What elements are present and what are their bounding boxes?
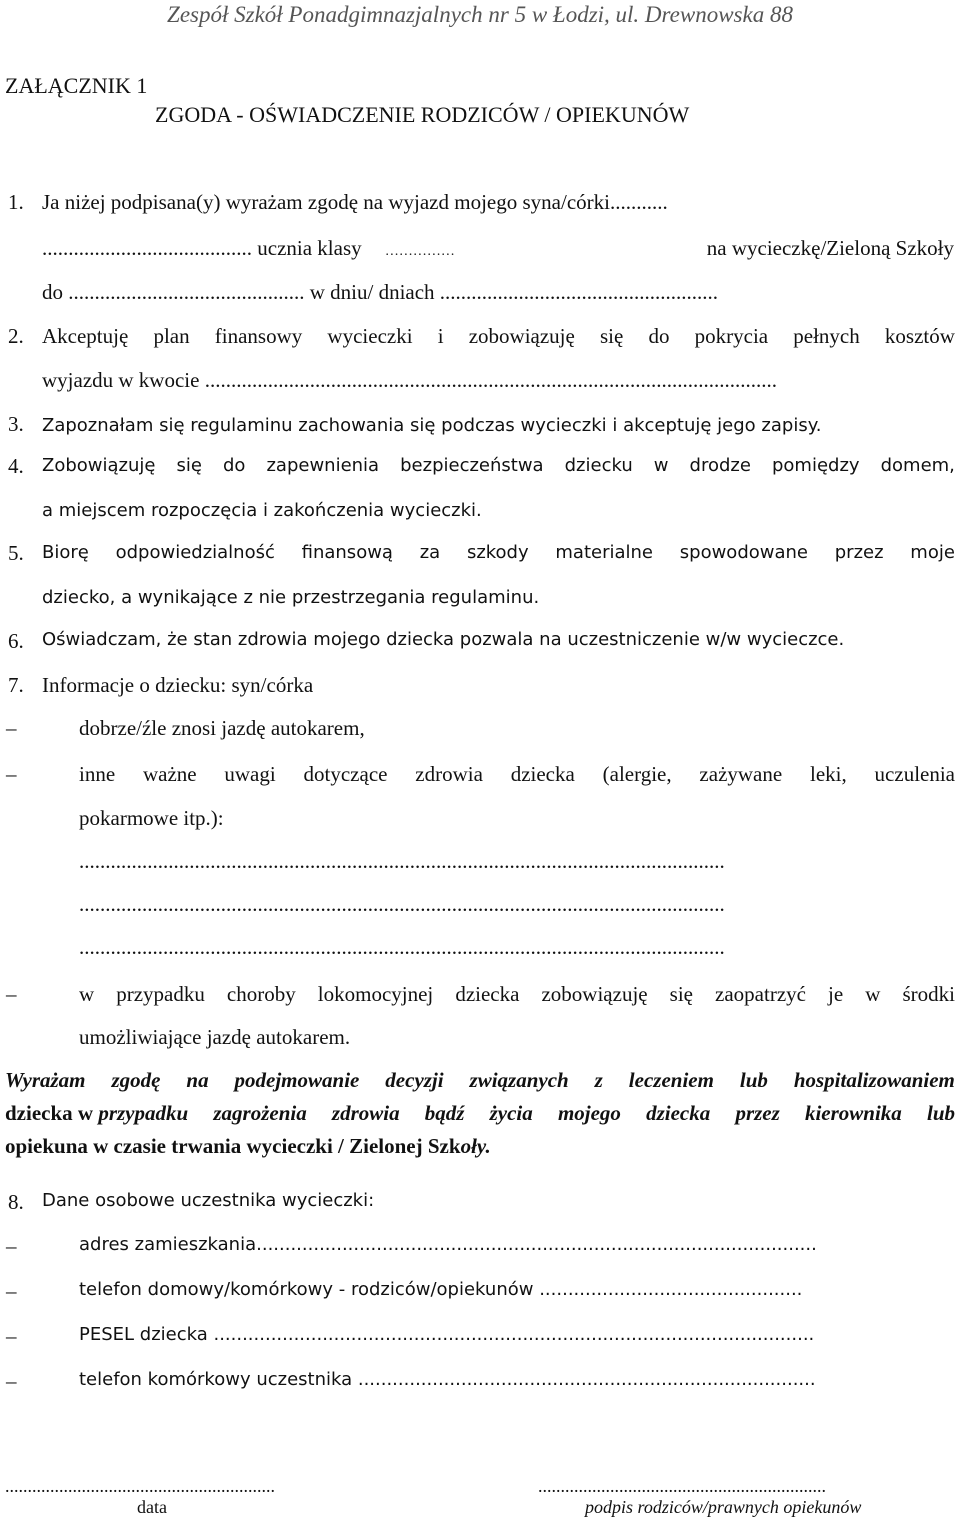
word: zdrowia — [415, 762, 483, 786]
word: zgodę — [111, 1068, 161, 1092]
dash-bullet: – — [6, 716, 17, 740]
item-1-line-1: Ja niżej podpisana(y) wyrażam zgodę na wyjazd mojego syna/córki........... — [42, 190, 668, 214]
word: lokomocyjnej — [317, 982, 434, 1006]
word: pełnych — [793, 324, 860, 348]
item-number-5: 5. — [8, 541, 24, 565]
word: zaopatrzyć — [715, 982, 806, 1006]
item-7-motion-sickness-line-1 — [79, 982, 955, 1006]
word: moje — [910, 542, 955, 563]
word: życia — [489, 1101, 533, 1125]
word: decyzji — [385, 1068, 444, 1092]
word: Akceptuję — [42, 324, 129, 348]
word: je — [828, 982, 844, 1006]
word: dziecka — [510, 762, 575, 786]
item-7-travel-sickness: dobrze/źle znosi jazdę autokarem, — [79, 716, 365, 740]
dash-bullet: – — [6, 1324, 17, 1348]
notes-dotted-line-1: ........................................................................................................................... — [79, 849, 725, 873]
item-4-line-2: a miejscem rozpoczęcia i zakończenia wycieczki. — [42, 500, 482, 521]
item-1-line-2 — [42, 236, 954, 264]
word: zobowiązuję — [541, 982, 648, 1006]
address-field[interactable]: adres zamieszkania.................................................................................................. — [79, 1234, 817, 1255]
word: przypadku — [98, 1101, 189, 1125]
word: i — [437, 324, 444, 348]
parents-signature-line[interactable]: ................................................................ — [538, 1476, 826, 1496]
word: spowodowane — [679, 542, 808, 563]
notes-dotted-line-2: ........................................................................................................................... — [79, 892, 725, 916]
word: zażywane — [699, 762, 783, 786]
word: się — [176, 455, 202, 476]
word: lub — [739, 1068, 768, 1092]
item-7-motion-sickness-line-2: umożliwiające jazdę autokarem. — [79, 1025, 351, 1049]
item-number-1: 1. — [8, 190, 24, 214]
section-8-title: Dane osobowe uczestnika wycieczki: — [42, 1190, 375, 1211]
word: za — [419, 542, 441, 563]
word: kierownika — [804, 1101, 902, 1125]
word: dziecku — [564, 455, 633, 476]
consent-line-2 — [5, 1101, 955, 1125]
item-number-7: 7. — [8, 673, 24, 697]
word: wycieczki — [327, 324, 413, 348]
parents-phone-field[interactable]: telefon domowy/komórkowy - rodziców/opiekunów .............................................. — [79, 1279, 803, 1300]
word: hospitalizowaniem — [793, 1068, 955, 1092]
word: dziecka — [455, 982, 520, 1006]
item-1-trip-text: na wycieczkę/Zieloną Szkoły — [706, 236, 954, 260]
item-2-line-2: wyjazdu w kwocie ............................................................................................................. — [42, 368, 777, 392]
word: choroby — [226, 982, 296, 1006]
school-header: Zespół Szkół Ponadgimnazjalnych nr 5 w Łodzi, ul. Drewnowska 88 — [167, 2, 793, 27]
parents-signature-label: podpis rodziców/prawnych opiekunów — [585, 1497, 862, 1517]
consent-line-2-rest — [98, 1101, 955, 1125]
consent-line-3-end: oły. — [460, 1134, 491, 1158]
word: zobowiązuję — [468, 324, 575, 348]
word: drodze — [689, 455, 751, 476]
attachment-label: ZAŁĄCZNIK 1 — [5, 73, 148, 98]
word: dziecka — [646, 1101, 711, 1125]
item-5-line-1 — [42, 541, 955, 565]
word: w — [79, 982, 95, 1006]
item-5-line-2: dziecko, a wynikające z nie przestrzegania regulaminu. — [42, 587, 540, 608]
word: mojego — [557, 1101, 621, 1125]
word: z — [594, 1068, 603, 1092]
word: w — [653, 455, 669, 476]
word: domem, — [880, 455, 955, 476]
item-4-line-1 — [42, 454, 955, 478]
dash-bullet: – — [6, 762, 17, 786]
date-signature-line[interactable]: ............................................................ — [5, 1476, 275, 1496]
document-title: ZGODA - OŚWIADCZENIE RODZICÓW / OPIEKUNÓW — [155, 102, 690, 127]
word: pokrycia — [694, 324, 769, 348]
word: dotyczące — [303, 762, 388, 786]
word: odpowiedzialność — [115, 542, 275, 563]
word: Zobowiązuję — [42, 455, 156, 476]
item-number-6: 6. — [8, 629, 24, 653]
word: leczeniem — [628, 1068, 714, 1092]
item-7-notes-line-1 — [79, 762, 955, 786]
word: na — [186, 1068, 209, 1092]
item-number-8: 8. — [8, 1190, 24, 1214]
word: Biorę — [42, 542, 89, 563]
word: ważne — [142, 762, 197, 786]
word: się — [599, 324, 624, 348]
word: zdrowia — [331, 1101, 400, 1125]
word: Wyrażam — [5, 1068, 86, 1092]
word: materialne — [555, 542, 654, 563]
item-number-2: 2. — [8, 324, 24, 348]
word: uczulenia — [874, 762, 955, 786]
consent-line-1 — [5, 1068, 955, 1092]
item-1-class-blank: …………… — [384, 244, 455, 259]
dash-bullet: – — [6, 982, 17, 1006]
word: kosztów — [884, 324, 955, 348]
word: finansową — [301, 542, 393, 563]
item-2-line-1 — [42, 324, 955, 348]
date-label: data — [137, 1497, 167, 1517]
word: bądź — [424, 1101, 465, 1125]
word: w — [865, 982, 881, 1006]
word: przez — [834, 542, 884, 563]
word: do — [648, 324, 670, 348]
item-number-3: 3. — [8, 412, 24, 436]
word: lub — [926, 1101, 955, 1125]
item-3-text — [42, 412, 822, 438]
word: związanych — [469, 1068, 569, 1092]
student-phone-field[interactable]: telefon komórkowy uczestnika ................................................................................ — [79, 1369, 816, 1390]
word: się — [669, 982, 693, 1006]
word: (alergie, — [602, 762, 672, 786]
pesel-field[interactable]: PESEL dziecka ......................................................................................................... — [79, 1324, 815, 1345]
word: do — [222, 455, 246, 476]
consent-line-3 — [5, 1134, 491, 1158]
item-3-label: Zapoznałam się regulaminu zachowania się podczas wycieczki i akceptuję jego zapisy. — [42, 415, 822, 436]
consent-line-3-text: opiekuna w czasie trwania wycieczki / Zielonej Szk — [5, 1134, 461, 1158]
word: uwagi — [224, 762, 276, 786]
item-7-notes-line-2: pokarmowe itp.): — [79, 806, 224, 830]
dash-bullet: – — [6, 1234, 17, 1258]
word: bezpieczeństwa — [400, 455, 544, 476]
dash-bullet: – — [6, 1279, 17, 1303]
word: zapewnienia — [266, 455, 380, 476]
item-1-class-text: ........................................ ucznia klasy — [42, 236, 362, 260]
dash-bullet: – — [6, 1369, 17, 1393]
item-6-text: Oświadczam, że stan zdrowia mojego dziecka pozwala na uczestniczenie w/w wycieczce. — [42, 629, 845, 650]
word: przez — [735, 1101, 780, 1125]
word: podejmowanie — [234, 1068, 360, 1092]
word: przypadku — [116, 982, 205, 1006]
word: szkody — [466, 542, 529, 563]
word: inne — [79, 762, 116, 786]
word: zagrożenia — [213, 1101, 307, 1125]
item-1-line-3: do ............................................. w dniu/ dniach ..................................................... — [42, 280, 719, 304]
notes-dotted-line-3: ........................................................................................................................... — [79, 935, 725, 959]
word: leki, — [810, 762, 847, 786]
word: finansowy — [214, 324, 303, 348]
consent-line-2-start: dziecka w — [5, 1101, 99, 1125]
word: pomiędzy — [771, 455, 860, 476]
item-7-text: Informacje o dziecku: syn/córka — [42, 673, 314, 697]
word: środki — [902, 982, 955, 1006]
item-number-4: 4. — [8, 454, 24, 478]
word: plan — [153, 324, 190, 348]
